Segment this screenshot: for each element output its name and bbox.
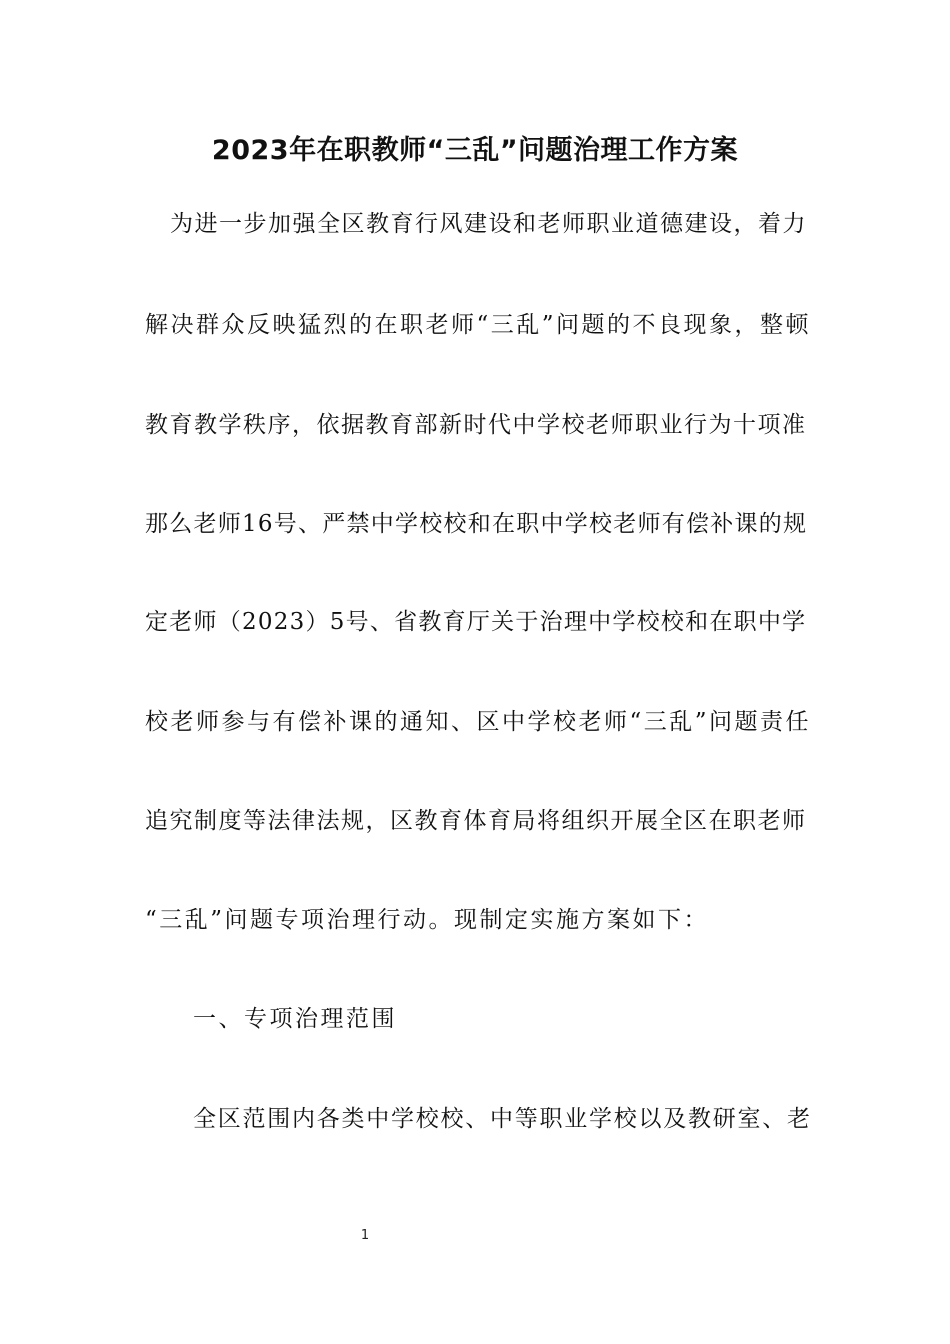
paragraph-line: 那么老师16号、严禁中学校校和在职中学校老师有偿补课的规 <box>145 511 808 537</box>
paragraph-line: 定老师（2023）5号、省教育厅关于治理中学校校和在职中学 <box>145 609 807 635</box>
section-heading: 一、专项治理范围 <box>193 1006 397 1032</box>
page-number: 1 <box>360 1228 370 1243</box>
paragraph-line: 教育教学秩序，依据教育部新时代中学校老师职业行为十项准 <box>145 412 807 438</box>
paragraph-line: 追究制度等法律法规，区教育体育局将组织开展全区在职老师 <box>145 808 807 834</box>
document-title: 2023年在职教师“三乱”问题治理工作方案 <box>211 135 739 166</box>
paragraph-line: 校老师参与有偿补课的通知、区中学校老师“三乱”问题责任 <box>145 709 812 735</box>
paragraph-line: 解决群众反映猛烈的在职老师“三乱”问题的不良现象，整顿 <box>145 312 812 338</box>
paragraph-line: 为进一步加强全区教育行风建设和老师职业道德建设，着力 <box>170 211 807 237</box>
paragraph-line: “三乱”问题专项治理行动。现制定实施方案如下： <box>145 907 710 933</box>
paragraph-line: 全区范围内各类中学校校、中等职业学校以及教研室、老 <box>193 1106 812 1132</box>
